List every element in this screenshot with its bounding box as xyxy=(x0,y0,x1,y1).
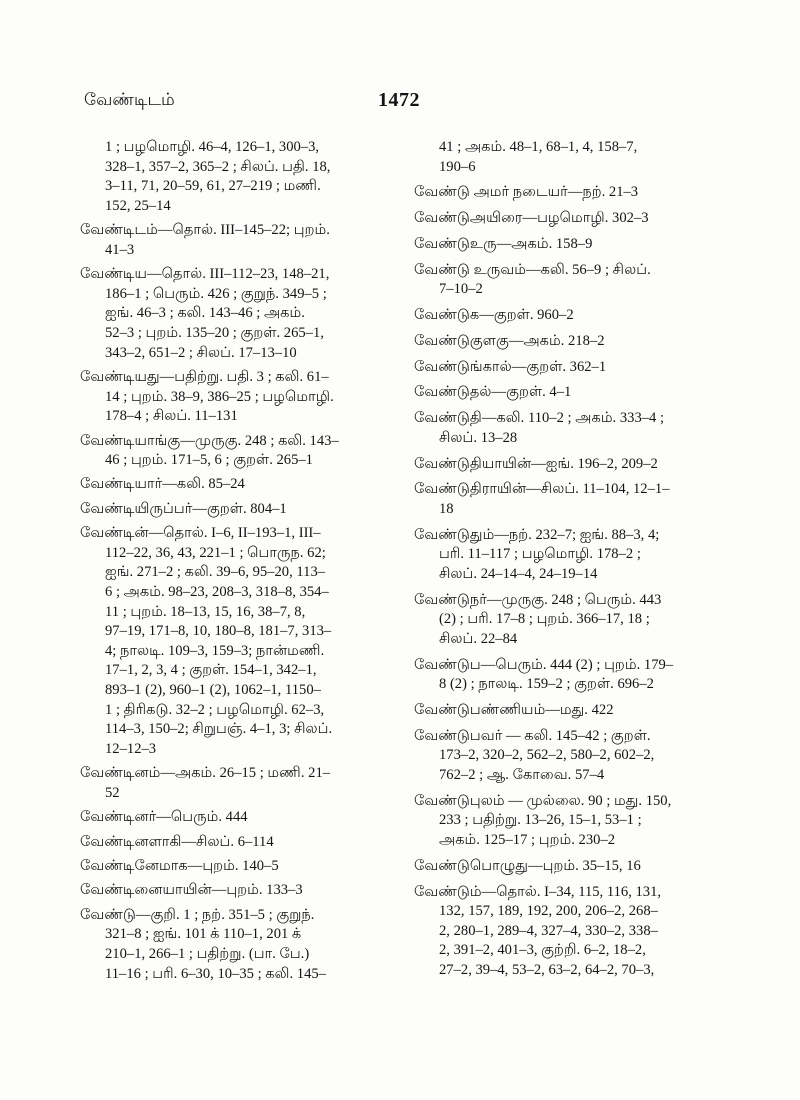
entry-headword-line: வேண்டின்—தொல். I–6, II–193–1, III– xyxy=(80,525,321,542)
index-entry xyxy=(414,306,739,326)
index-entry xyxy=(80,138,398,216)
entry-headword-line: வேண்டு உருவம்—கலி. 56–9 ; சிலப். xyxy=(414,261,651,278)
entry-headword-line: வேண்டுஉரு—அகம். 158–9 xyxy=(414,235,593,252)
entry-continuation-line: 178–4 ; சிலப். 11–131 xyxy=(105,408,238,425)
index-entry xyxy=(414,183,739,203)
entry-continuation-line: 1 ; திரிகடு. 32–2 ; பழமொழி. 62–3, xyxy=(105,701,325,718)
index-entry xyxy=(80,906,398,984)
entry-headword-line: வேண்டியாங்கு—முருகு. 248 ; கலி. 143– xyxy=(80,432,339,449)
entry-continuation-line: 17–1, 2, 3, 4 ; குறள். 154–1, 342–1, xyxy=(105,662,317,679)
index-entry xyxy=(414,591,739,650)
running-head: வேண்டிடம் xyxy=(84,90,175,110)
entry-headword-line: வேண்டு—குறி. 1 ; நற். 351–5 ; குறுந். xyxy=(80,906,315,923)
index-entry xyxy=(414,526,739,585)
index-entry xyxy=(80,368,398,427)
index-entry xyxy=(80,764,398,803)
entry-headword-line: வேண்டினளாகி—சிலப். 6–114 xyxy=(80,833,274,850)
entry-headword-line: வேண்டுஅயிரை—பழமொழி. 302–3 xyxy=(414,210,649,227)
entry-continuation-line: 4; நாலடி. 109–3, 159–3; நான்மணி. xyxy=(105,642,325,659)
entry-continuation-line: 2, 391–2, 401–3, குற்றி. 6–2, 18–2, xyxy=(439,942,646,959)
entry-continuation-line: 52 xyxy=(105,784,120,801)
entry-headword-line: வேண்டுங்கால்—குறள். 362–1 xyxy=(414,358,607,375)
entry-continuation-line: (2) ; பரி. 17–8 ; புறம். 366–17, 18 ; xyxy=(439,611,650,628)
entry-continuation-line: 2, 280–1, 289–4, 327–4, 330–2, 338– xyxy=(439,922,658,939)
index-entry xyxy=(414,209,739,229)
index-entry xyxy=(80,221,398,260)
entry-continuation-line: சிலப். 24–14–4, 24–19–14 xyxy=(439,565,598,582)
entry-headword-line: வேண்டினேமாக—புறம். 140–5 xyxy=(80,857,279,874)
entry-continuation-line: 3–11, 71, 20–59, 61, 27–219 ; மணி. xyxy=(105,178,321,195)
index-entry xyxy=(414,656,739,695)
index-entry xyxy=(80,500,398,520)
left-column xyxy=(80,138,398,989)
entry-continuation-line: சிலப். 22–84 xyxy=(439,630,518,647)
entry-continuation-line: 6 ; அகம். 98–23, 208–3, 318–8, 354– xyxy=(105,584,329,601)
index-entry xyxy=(414,480,739,519)
index-entry xyxy=(80,432,398,471)
entry-continuation-line: 97–19, 171–8, 10, 180–8, 181–7, 313– xyxy=(105,623,332,640)
entry-continuation-line: அகம். 125–17 ; புறம். 230–2 xyxy=(439,832,616,848)
entry-continuation-line: 52–3 ; புறம். 135–20 ; குறள். 265–1, xyxy=(105,324,324,341)
index-entry xyxy=(80,808,398,828)
entry-continuation-line: 893–1 (2), 960–1 (2), 1062–1, 1150– xyxy=(105,682,321,699)
entry-headword-line: வேண்டும்—தொல். I–34, 115, 116, 131, xyxy=(414,883,662,900)
entry-continuation-line: 186–1 ; பெரும். 426 ; குறுந். 349–5 ; xyxy=(105,285,327,302)
entry-continuation-line: 11 ; புறம். 18–13, 15, 16, 38–7, 8, xyxy=(105,603,306,620)
index-entry xyxy=(414,138,739,177)
index-entry xyxy=(414,883,739,981)
index-entry xyxy=(80,265,398,363)
index-entry xyxy=(414,455,739,475)
entry-headword-line: வேண்டியிருப்பர்—குறள். 804–1 xyxy=(80,500,287,517)
entry-headword-line: வேண்டுப—பெரும். 444 (2) ; புறம். 179– xyxy=(414,656,674,673)
index-entry xyxy=(414,332,739,352)
index-entry xyxy=(414,235,739,255)
entry-continuation-line: 41 ; அகம். 48–1, 68–1, 4, 158–7, xyxy=(439,139,638,155)
entry-headword-line: வேண்டினையாயின்—புறம். 133–3 xyxy=(80,882,303,899)
entry-continuation-line: 27–2, 39–4, 53–2, 63–2, 64–2, 70–3, xyxy=(439,961,655,978)
entry-headword-line: வேண்டுநர்—முருகு. 248 ; பெரும். 443 xyxy=(414,591,662,608)
entry-continuation-line: 8 (2) ; நாலடி. 159–2 ; குறள். 696–2 xyxy=(439,676,654,693)
entry-continuation-line: 328–1, 357–2, 365–2 ; சிலப். பதி. 18, xyxy=(105,158,331,175)
entry-headword-line: வேண்டுபவர் — கலி. 145–42 ; குறள். xyxy=(414,727,651,744)
entry-continuation-line: ஐங். 46–3 ; கலி. 143–46 ; அகம். xyxy=(105,305,305,322)
entry-continuation-line: 14 ; புறம். 38–9, 386–25 ; பழமொழி. xyxy=(105,388,334,405)
entry-continuation-line: 173–2, 320–2, 562–2, 580–2, 602–2, xyxy=(439,747,655,764)
entry-headword-line: வேண்டிடம்—தொல். III–145–22; புறம். xyxy=(80,222,330,239)
index-entry xyxy=(80,881,398,901)
entry-continuation-line: 1 ; பழமொழி. 46–4, 126–1, 300–3, xyxy=(105,139,320,155)
entry-headword-line: வேண்டியார்—கலி. 85–24 xyxy=(80,476,245,493)
entry-continuation-line: 7–10–2 xyxy=(439,281,483,298)
entry-headword-line: வேண்டுபண்ணியம்—மது. 422 xyxy=(414,702,614,719)
index-entry xyxy=(414,409,739,448)
entry-headword-line: வேண்டுதிராயின்—சிலப். 11–104, 12–1– xyxy=(414,481,670,498)
entry-headword-line: வேண்டுகுளகு—அகம். 218–2 xyxy=(414,332,605,349)
entry-continuation-line: 152, 25–14 xyxy=(105,197,171,214)
entry-headword-line: வேண்டுதல்—குறள். 4–1 xyxy=(414,384,572,401)
entry-headword-line: வேண்டு அமர் நடையர்—நற். 21–3 xyxy=(414,184,639,201)
index-entry xyxy=(80,833,398,853)
entry-headword-line: வேண்டுதும்—நற். 232–7; ஐங். 88–3, 4; xyxy=(414,526,660,543)
entry-headword-line: வேண்டினம்—அகம். 26–15 ; மணி. 21– xyxy=(80,765,331,782)
entry-headword-line: வேண்டுதியாயின்—ஐங். 196–2, 209–2 xyxy=(414,455,658,472)
index-entry xyxy=(414,727,739,786)
index-entry xyxy=(80,524,398,759)
entry-headword-line: வேண்டுதி—கலி. 110–2 ; அகம். 333–4 ; xyxy=(414,410,665,427)
index-entry xyxy=(80,857,398,877)
entry-continuation-line: 114–3, 150–2; சிறுபஞ். 4–1, 3; சிலப். xyxy=(105,721,333,738)
index-entry xyxy=(414,383,739,403)
entry-continuation-line: 12–12–3 xyxy=(105,740,157,757)
entry-headword-line: வேண்டிய—தொல். III–112–23, 148–21, xyxy=(80,266,330,283)
right-column xyxy=(414,138,739,987)
entry-headword-line: வேண்டுக—குறள். 960–2 xyxy=(414,307,574,324)
entry-headword-line: வேண்டினர்—பெரும். 444 xyxy=(80,809,248,826)
entry-continuation-line: 343–2, 651–2 ; சிலப். 17–13–10 xyxy=(105,344,297,361)
entry-continuation-line: 321–8 ; ஐங். 101 க் 110–1, 201 க் xyxy=(105,926,302,943)
entry-continuation-line: பரி. 11–117 ; பழமொழி. 178–2 ; xyxy=(439,546,641,563)
entry-continuation-line: 11–16 ; பரி. 6–30, 10–35 ; கலி. 145– xyxy=(105,965,326,982)
entry-continuation-line: 190–6 xyxy=(439,158,476,175)
page-number: 1472 xyxy=(378,89,420,111)
entry-continuation-line: 233 ; பதிற்று. 13–26, 15–1, 53–1 ; xyxy=(439,812,642,829)
entry-continuation-line: 112–22, 36, 43, 221–1 ; பொருந. 62; xyxy=(105,544,326,561)
entry-continuation-line: 41–3 xyxy=(105,241,135,258)
index-entry xyxy=(414,358,739,378)
index-entry xyxy=(414,857,739,877)
index-entry xyxy=(414,792,739,851)
entry-continuation-line: 46 ; புறம். 171–5, 6 ; குறள். 265–1 xyxy=(105,452,313,469)
entry-continuation-line: ஐங். 271–2 ; கலி. 39–6, 95–20, 113– xyxy=(105,564,326,581)
entry-continuation-line: 132, 157, 189, 192, 200, 206–2, 268– xyxy=(439,903,658,920)
entry-continuation-line: சிலப். 13–28 xyxy=(439,429,518,446)
entry-continuation-line: 18 xyxy=(439,500,454,517)
index-entry xyxy=(414,261,739,300)
index-entry xyxy=(80,475,398,495)
index-entry xyxy=(414,701,739,721)
entry-continuation-line: 210–1, 266–1 ; பதிற்று. (பா. பே.) xyxy=(105,945,310,962)
entry-headword-line: வேண்டுபுலம் — முல்லை. 90 ; மது. 150, xyxy=(414,792,672,809)
entry-continuation-line: 762–2 ; ஆ. கோவை. 57–4 xyxy=(439,767,605,784)
entry-headword-line: வேண்டுபொழுது—புறம். 35–15, 16 xyxy=(414,857,641,874)
entry-headword-line: வேண்டியது—பதிற்று. பதி. 3 ; கலி. 61– xyxy=(80,368,329,385)
